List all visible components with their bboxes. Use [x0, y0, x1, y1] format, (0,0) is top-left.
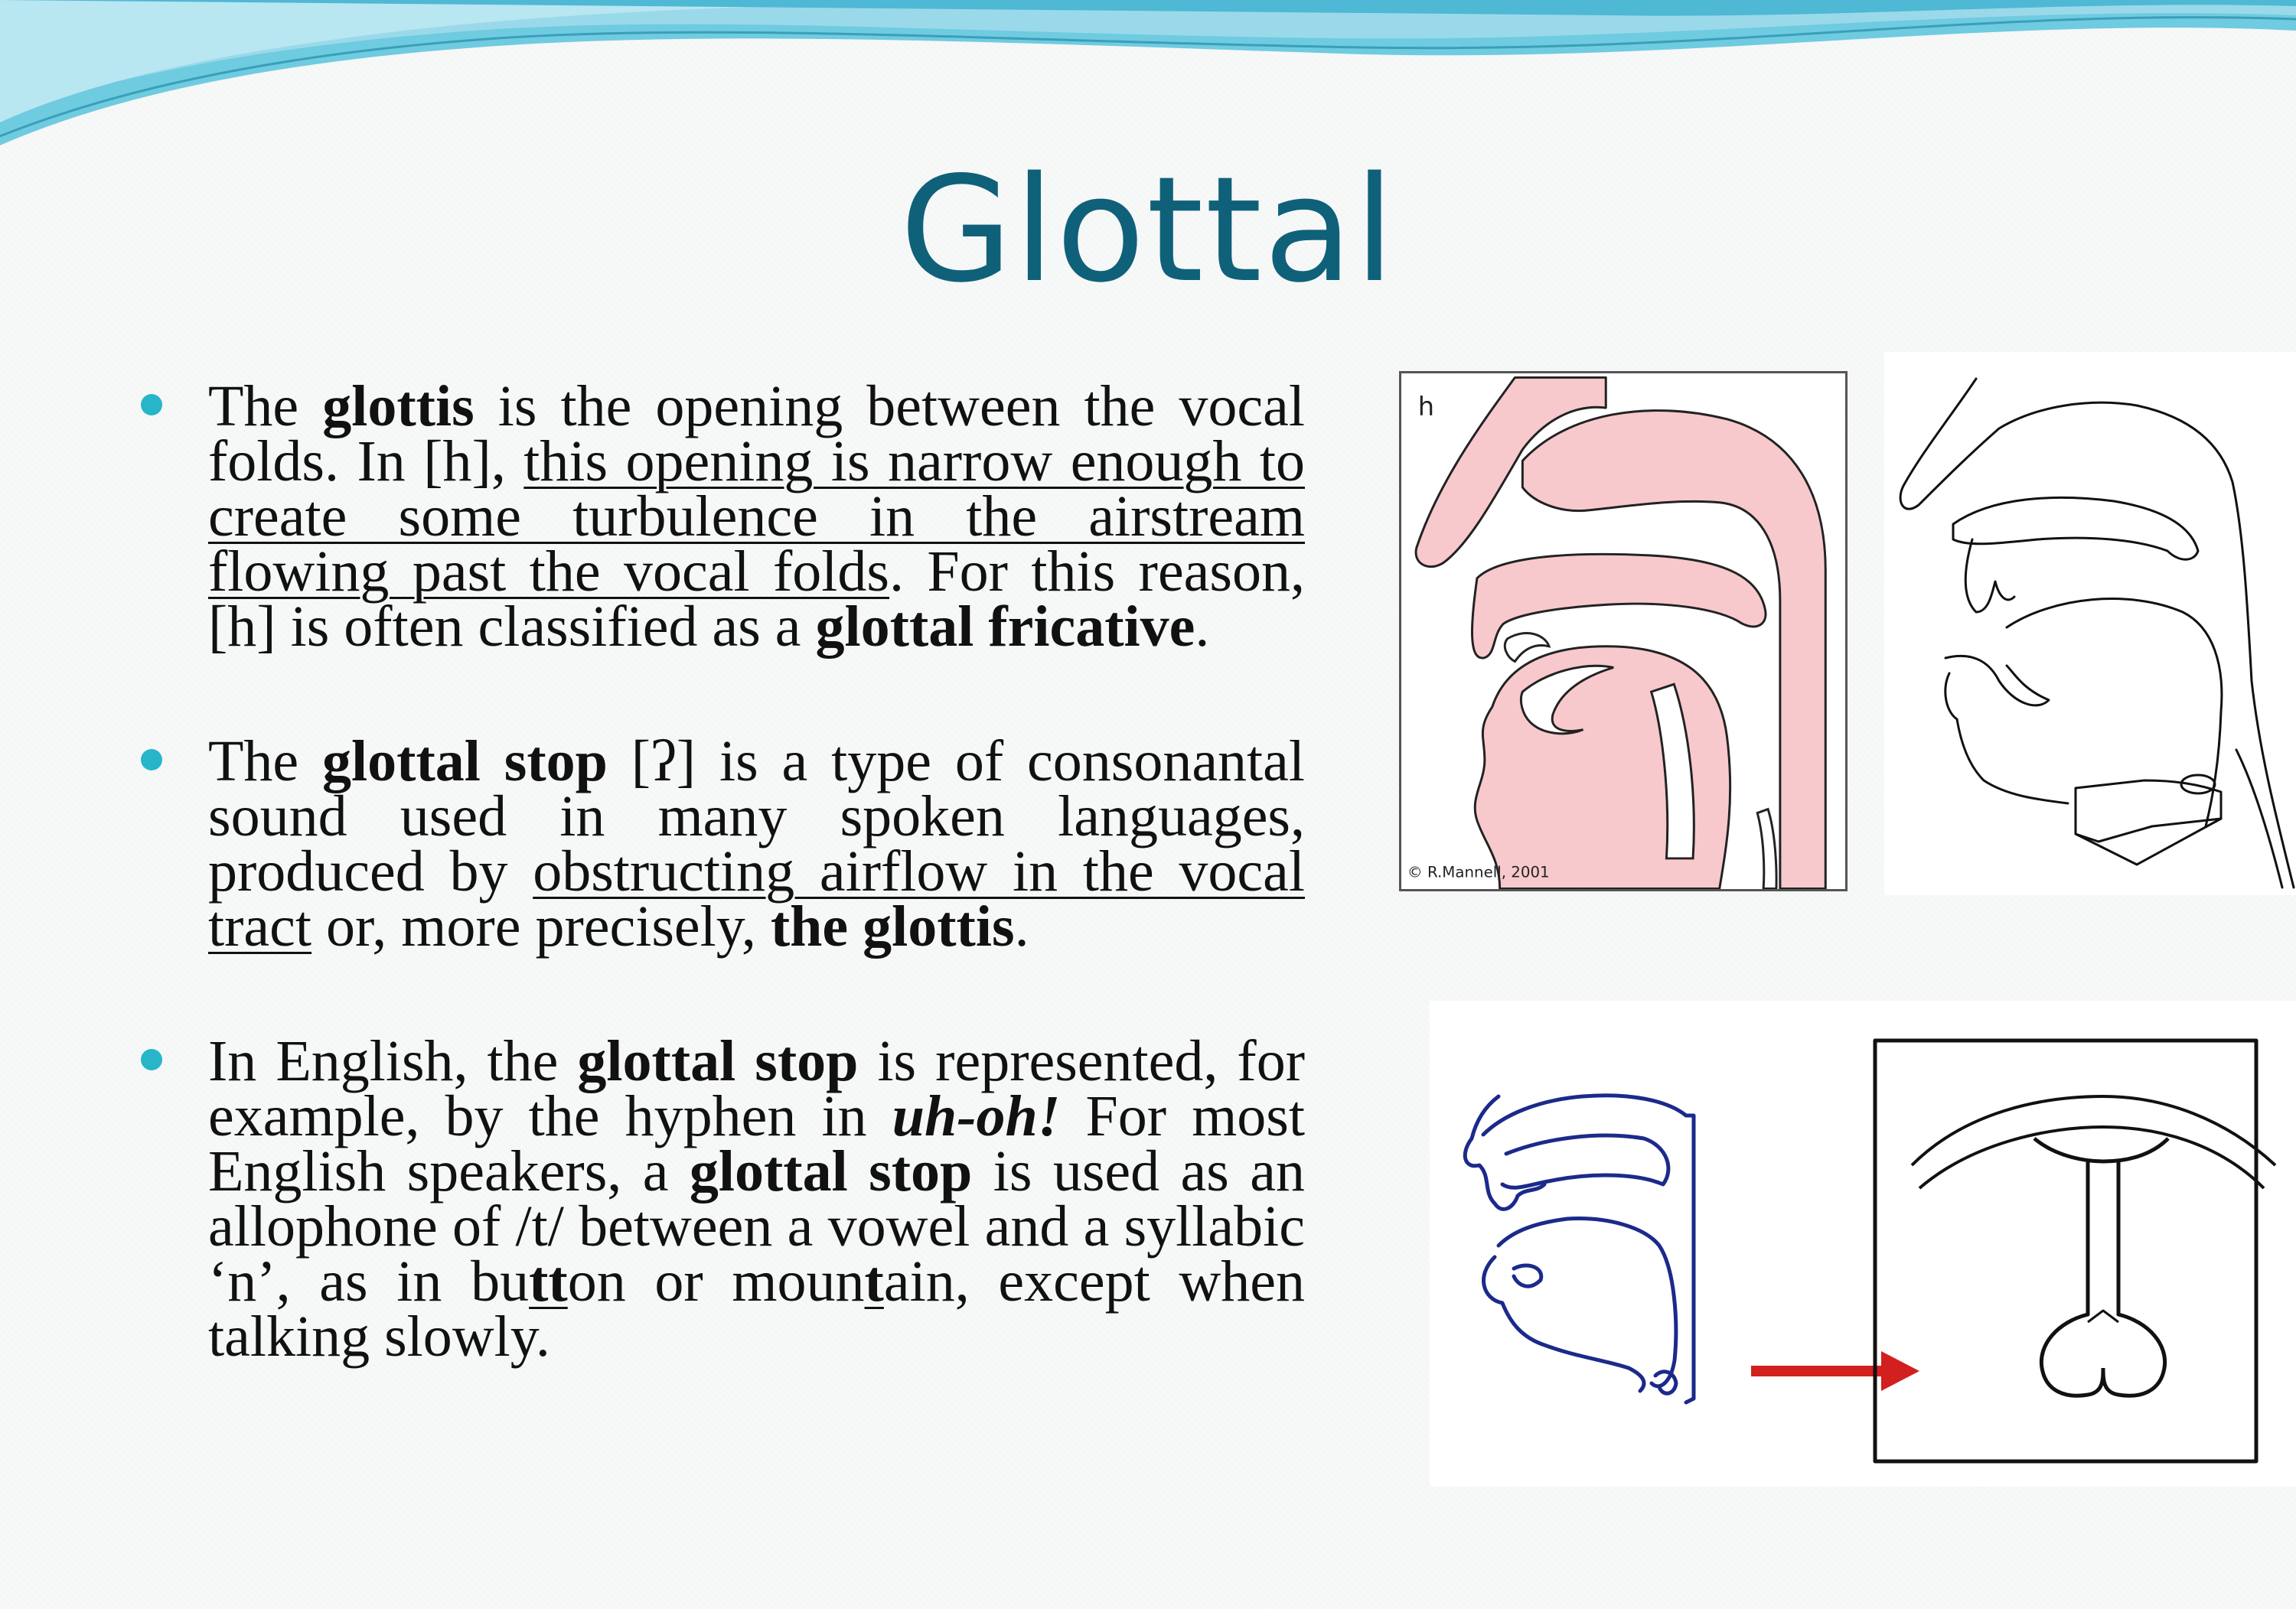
vocal-tract-diagram	[1401, 373, 1845, 889]
blue-tongue-sketch	[1465, 1096, 1694, 1402]
red-arrow-icon	[1751, 1351, 1919, 1391]
figure-glottal-stop-illustration	[1430, 1001, 2296, 1487]
line-drawing-diagram	[1884, 352, 2296, 895]
underlined-phrase: this opening is narrow enough to create some turbulence in the airstream flowing past the vocal folds	[208, 429, 1305, 604]
highlight-t: t	[864, 1249, 884, 1314]
highlight-tt: tt	[529, 1249, 568, 1314]
text-run: [ʔ] is a type of consonantal sound used in many spoken languages, produced by	[208, 729, 1306, 904]
bullet-dot-icon	[141, 1049, 162, 1070]
text-run: For most English speakers, a	[208, 1084, 1306, 1203]
bullet-glottis	[138, 374, 1306, 659]
text-run: or, more precisely,	[311, 894, 771, 959]
term-glottal-stop: glottal stop	[689, 1139, 973, 1203]
glottal-stop-diagram	[1430, 1001, 2296, 1487]
text-run: In English, the	[208, 1029, 578, 1093]
text-run: is represented, for example, by the hyphen in	[208, 1029, 1306, 1148]
slide-title: Glottal	[899, 145, 1397, 314]
h-diagram-credit: © R.Mannell, 2001	[1407, 863, 1550, 881]
bullet-dot-icon	[141, 394, 162, 415]
header-wave-decoration	[0, 0, 2296, 153]
term-glottis: glottis	[322, 374, 475, 438]
bullet-english-example	[138, 1029, 1306, 1369]
bullet-dot-icon	[141, 749, 162, 770]
example-uh-oh: uh-oh!	[892, 1084, 1061, 1148]
term-glottal-stop: glottal stop	[577, 1029, 859, 1093]
text-run: . For this reason, [h] is often classified as a	[208, 539, 1305, 659]
text-run: is used as an allophone of /t/ between a vowel and a syllabic ‘n’, as in bu	[208, 1139, 1306, 1314]
glottis-cross-section	[1875, 1041, 2275, 1461]
term-glottal-stop: glottal stop	[322, 729, 608, 793]
text-run: .	[1195, 594, 1210, 659]
term-the-glottis: the glottis	[770, 894, 1015, 959]
text-run: on or moun	[567, 1249, 865, 1314]
term-glottal-fricative: glottal fricative	[815, 594, 1195, 659]
bullet-glottal-stop	[138, 729, 1306, 959]
text-run: The	[208, 729, 323, 793]
text-run: is the opening between the vocal folds. In [h],	[208, 374, 1306, 493]
bullet-list	[138, 374, 1306, 1369]
text-run: ain, except when talking slowly.	[208, 1249, 1305, 1369]
figure-glottal-line-drawing	[1884, 352, 2296, 895]
figure-h-vocal-tract	[1399, 371, 1848, 891]
underlined-phrase: obstructing airflow in the vocal tract	[208, 839, 1305, 959]
text-run: .	[1014, 894, 1029, 959]
text-run: The	[208, 374, 323, 438]
h-diagram-label: h	[1417, 391, 1435, 422]
